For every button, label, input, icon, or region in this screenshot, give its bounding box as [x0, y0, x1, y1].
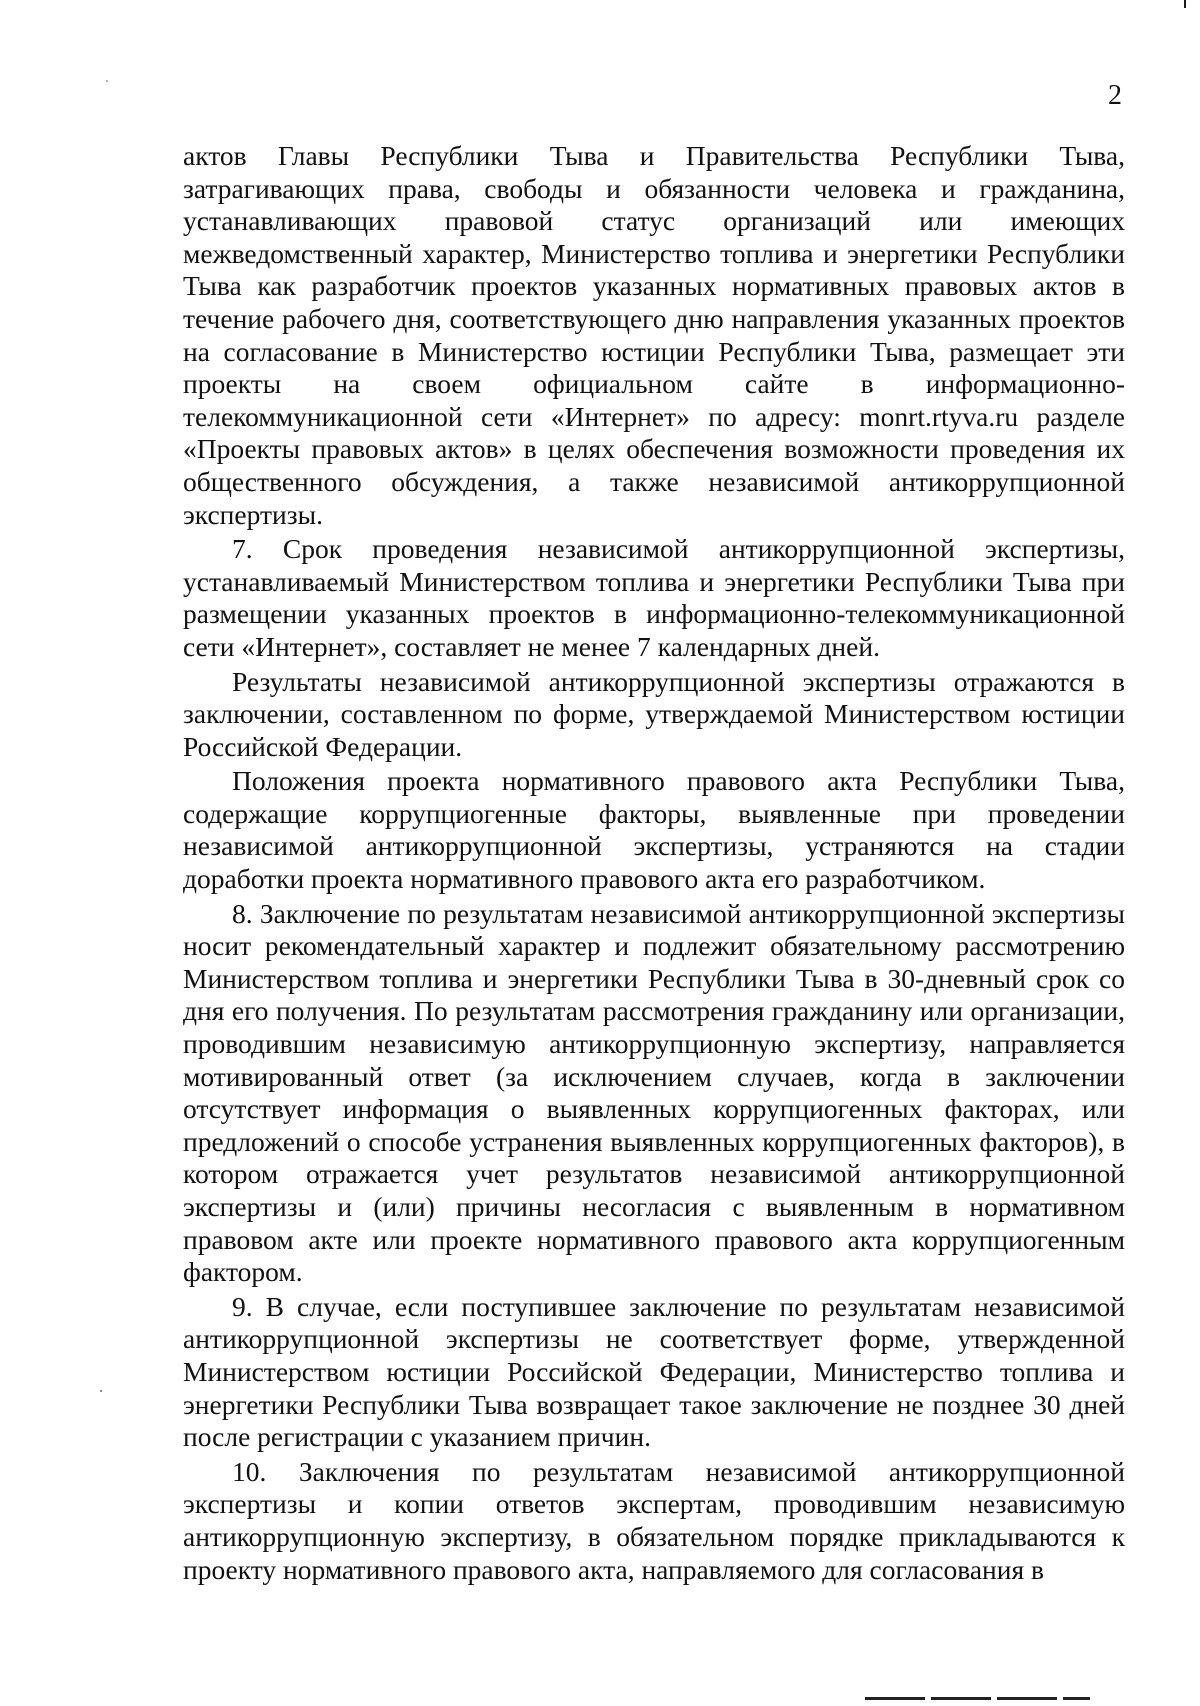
paragraph-item-10: 10. Заключения по результатам независимой антикоррупционной экспертизы и копии ответов экспертам, проводившим независимую антикоррупционную экспертизу, в обязательном порядке прикладываются к проекту нормативного правового акта, направляемого для согласования в: [183, 1455, 1125, 1585]
paragraph-item-9: 9. В случае, если поступившее заключение по результатам независимой антикоррупционной экспертизы не соответствует форме, утвержденной Министерством юстиции Российской Федерации, Министерство топлива и энергетики Республики Тыва возвращает такое заключение не позднее 30 дней после регистрации с указанием причин.: [183, 1290, 1125, 1453]
scan-bottom-rule: [865, 1697, 1090, 1700]
scan-artifact: [1184, 0, 1186, 8]
page-number: 2: [1108, 80, 1122, 111]
scan-artifact: [100, 1390, 102, 1392]
document-body: [183, 140, 1125, 1588]
paragraph-item-8: 8. Заключение по результатам независимой антикоррупционной экспертизы носит рекомендательный характер и подлежит обязательному рассмотрению Министерством топлива и энергетики Республики Тыва в 30-дневный срок со дня его получения. По результатам рассмотрения гражданину или организации, проводившим независимую антикоррупционную экспертизу, направляется мотивированный ответ (за исключением случаев, когда в заключении отсутствует информация о выявленных коррупциогенных факторах, или предложений о способе устранения выявленных коррупциогенных факторов), в котором отражается учет результатов независимой антикоррупционной экспертизы и (или) причины несогласия с выявленным в нормативном правовом акте или проекте нормативного правового акта коррупциогенным фактором.: [183, 897, 1125, 1288]
scan-artifact: [106, 80, 108, 82]
paragraph-results: Результаты независимой антикоррупционной экспертизы отражаются в заключении, составленном по форме, утверждаемой Министерством юстиции Российской Федерации.: [183, 665, 1125, 762]
paragraph-item-7: 7. Срок проведения независимой антикоррупционной экспертизы, устанавливаемый Министерством топлива и энергетики Республики Тыва при размещении указанных проектов в информационно-телекоммуникационной сети «Интернет», составляет не менее 7 календарных дней.: [183, 533, 1125, 662]
paragraph-continuation: актов Главы Республики Тыва и Правительства Республики Тыва, затрагивающих права, свободы и обязанности человека и гражданина, устанавливающих правовой статус организаций или имеющих межведомственный характер, Министерство топлива и энергетики Республики Тыва как разработчик проектов указанных нормативных правовых актов в течение рабочего дня, соответствующего дню направления указанных проектов на согласование в Министерство юстиции Республики Тыва, размещает эти проекты на своем официальном сайте в информационно-телекоммуникационной сети «Интернет» по адресу: monrt.rtyva.ru разделе «Проекты правовых актов» в целях обеспечения возможности проведения их общественного обсуждения, а также независимой антикоррупционной экспертизы.: [183, 140, 1125, 530]
paragraph-provisions: Положения проекта нормативного правового акта Республики Тыва, содержащие коррупциогенные факторы, выявленные при проведении независимой антикоррупционной экспертизы, устраняются на стадии доработки проекта нормативного правового акта его разработчиком.: [183, 765, 1125, 895]
